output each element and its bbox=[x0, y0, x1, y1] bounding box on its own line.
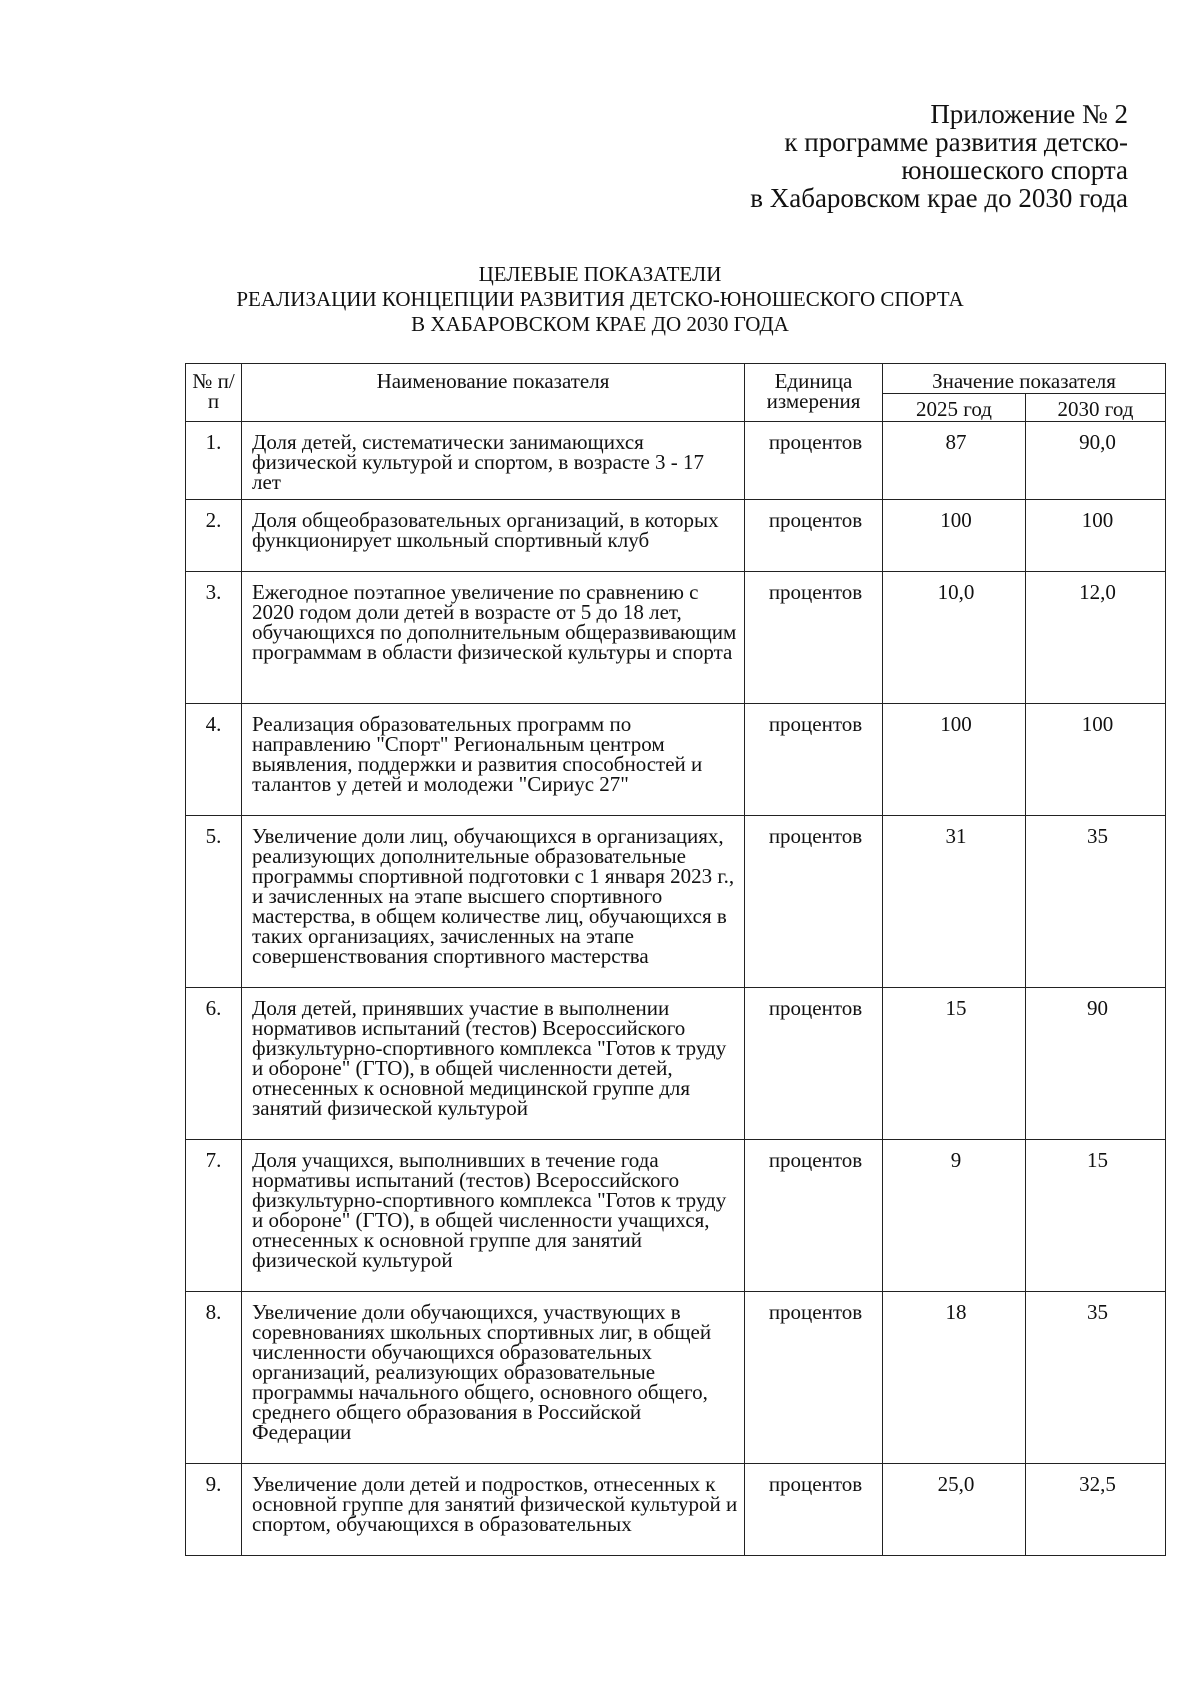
indicator-name: Ежегодное поэтапное увеличение по сравнению с 2020 годом доли детей в возрасте от 5 до 18 лет, обучающихся по дополнительным общеразвивающим программам в области физической культуры и спорта bbox=[242, 572, 745, 704]
indicators-table bbox=[185, 363, 1166, 1556]
row-number: 9. bbox=[186, 1464, 242, 1556]
value-2030: 12,0 bbox=[1026, 572, 1166, 704]
value-2030: 100 bbox=[1026, 704, 1166, 816]
value-2025: 9 bbox=[883, 1140, 1026, 1292]
value-2025: 100 bbox=[883, 500, 1026, 572]
value-2025: 31 bbox=[883, 816, 1026, 988]
appendix-line: в Хабаровском крае до 2030 года bbox=[750, 183, 1128, 213]
unit-cell: процентов bbox=[745, 422, 883, 500]
table-row bbox=[186, 816, 1166, 988]
value-2025: 15 bbox=[883, 988, 1026, 1140]
indicator-name: Доля детей, систематически занимающихся физической культурой и спортом, в возрасте 3 - 17 лет bbox=[242, 422, 745, 500]
row-number: 5. bbox=[186, 816, 242, 988]
value-2030: 90,0 bbox=[1026, 422, 1166, 500]
value-2030: 15 bbox=[1026, 1140, 1166, 1292]
row-number: 8. bbox=[186, 1292, 242, 1464]
value-2030: 32,5 bbox=[1026, 1464, 1166, 1556]
header-name: Наименование показателя bbox=[242, 364, 745, 422]
unit-cell: процентов bbox=[745, 572, 883, 704]
value-2030: 90 bbox=[1026, 988, 1166, 1140]
value-2025: 87 bbox=[883, 422, 1026, 500]
table-row bbox=[186, 422, 1166, 500]
table-row bbox=[186, 1292, 1166, 1464]
value-2025: 10,0 bbox=[883, 572, 1026, 704]
table-header-row bbox=[186, 364, 1166, 394]
unit-cell: процентов bbox=[745, 988, 883, 1140]
table-row bbox=[186, 988, 1166, 1140]
appendix-line: Приложение № 2 bbox=[930, 99, 1128, 129]
header-value: Значение показателя bbox=[883, 364, 1166, 394]
table-row bbox=[186, 572, 1166, 704]
row-number: 7. bbox=[186, 1140, 242, 1292]
row-number: 6. bbox=[186, 988, 242, 1140]
value-2030: 100 bbox=[1026, 500, 1166, 572]
title-line: ЦЕЛЕВЫЕ ПОКАЗАТЕЛИ bbox=[478, 262, 722, 286]
indicator-name: Увеличение доли обучающихся, участвующих в соревнованиях школьных спортивных лиг, в общей численности обучающихся образовательных организаций, реализующих образовательные программы начального общего, основного общего, среднего общего образования в Российской Федерации bbox=[242, 1292, 745, 1464]
value-2025: 25,0 bbox=[883, 1464, 1026, 1556]
header-2025: 2025 год bbox=[883, 394, 1026, 422]
table-row bbox=[186, 500, 1166, 572]
unit-cell: процентов bbox=[745, 1292, 883, 1464]
value-2025: 18 bbox=[883, 1292, 1026, 1464]
row-number: 2. bbox=[186, 500, 242, 572]
row-number: 1. bbox=[186, 422, 242, 500]
unit-cell: процентов bbox=[745, 1464, 883, 1556]
table-row bbox=[186, 1464, 1166, 1556]
header-num: № п/п bbox=[186, 364, 242, 422]
indicator-name: Доля детей, принявших участие в выполнении нормативов испытаний (тестов) Всероссийского физкультурно-спортивного комплекса "Готов к труду и обороне" (ГТО), в общей численности детей, отнесенных к основной медицинской группе для занятий физической культурой bbox=[242, 988, 745, 1140]
header-2030: 2030 год bbox=[1026, 394, 1166, 422]
indicator-name: Доля общеобразовательных организаций, в которых функционирует школьный спортивный клуб bbox=[242, 500, 745, 572]
indicator-name: Реализация образовательных программ по направлению "Спорт" Региональным центром выявления, поддержки и развития способностей и талантов у детей и молодежи "Сириус 27" bbox=[242, 704, 745, 816]
unit-cell: процентов bbox=[745, 704, 883, 816]
unit-cell: процентов bbox=[745, 1140, 883, 1292]
unit-cell: процентов bbox=[745, 816, 883, 988]
appendix-line: юношеского спорта bbox=[901, 155, 1128, 185]
header-unit: Единица измерения bbox=[745, 364, 883, 422]
row-number: 4. bbox=[186, 704, 242, 816]
value-2030: 35 bbox=[1026, 816, 1166, 988]
table-row bbox=[186, 704, 1166, 816]
title-line: В ХАБАРОВСКОМ КРАЕ ДО 2030 ГОДА bbox=[411, 312, 789, 336]
appendix-line: к программе развития детско- bbox=[784, 127, 1128, 157]
appendix-header bbox=[750, 100, 1128, 212]
indicator-name: Увеличение доли детей и подростков, отнесенных к основной группе для занятий физической культурой и спортом, обучающихся в образовательных bbox=[242, 1464, 745, 1556]
value-2030: 35 bbox=[1026, 1292, 1166, 1464]
document-title bbox=[0, 262, 1200, 337]
indicator-name: Доля учащихся, выполнивших в течение года нормативы испытаний (тестов) Всероссийского физкультурно-спортивного комплекса "Готов к труду и обороне" (ГТО), в общей численности учащихся, отнесенных к основной группе для занятий физической культурой bbox=[242, 1140, 745, 1292]
value-2025: 100 bbox=[883, 704, 1026, 816]
row-number: 3. bbox=[186, 572, 242, 704]
unit-cell: процентов bbox=[745, 500, 883, 572]
title-line: РЕАЛИЗАЦИИ КОНЦЕПЦИИ РАЗВИТИЯ ДЕТСКО-ЮНОШЕСКОГО СПОРТА bbox=[236, 287, 964, 311]
indicator-name: Увеличение доли лиц, обучающихся в организациях, реализующих дополнительные образовательные программы спортивной подготовки с 1 января 2023 г., и зачисленных на этапе высшего спортивного мастерства, в общем количестве лиц, обучающихся в таких организациях, зачисленных на этапе совершенствования спортивного мастерства bbox=[242, 816, 745, 988]
table-row bbox=[186, 1140, 1166, 1292]
